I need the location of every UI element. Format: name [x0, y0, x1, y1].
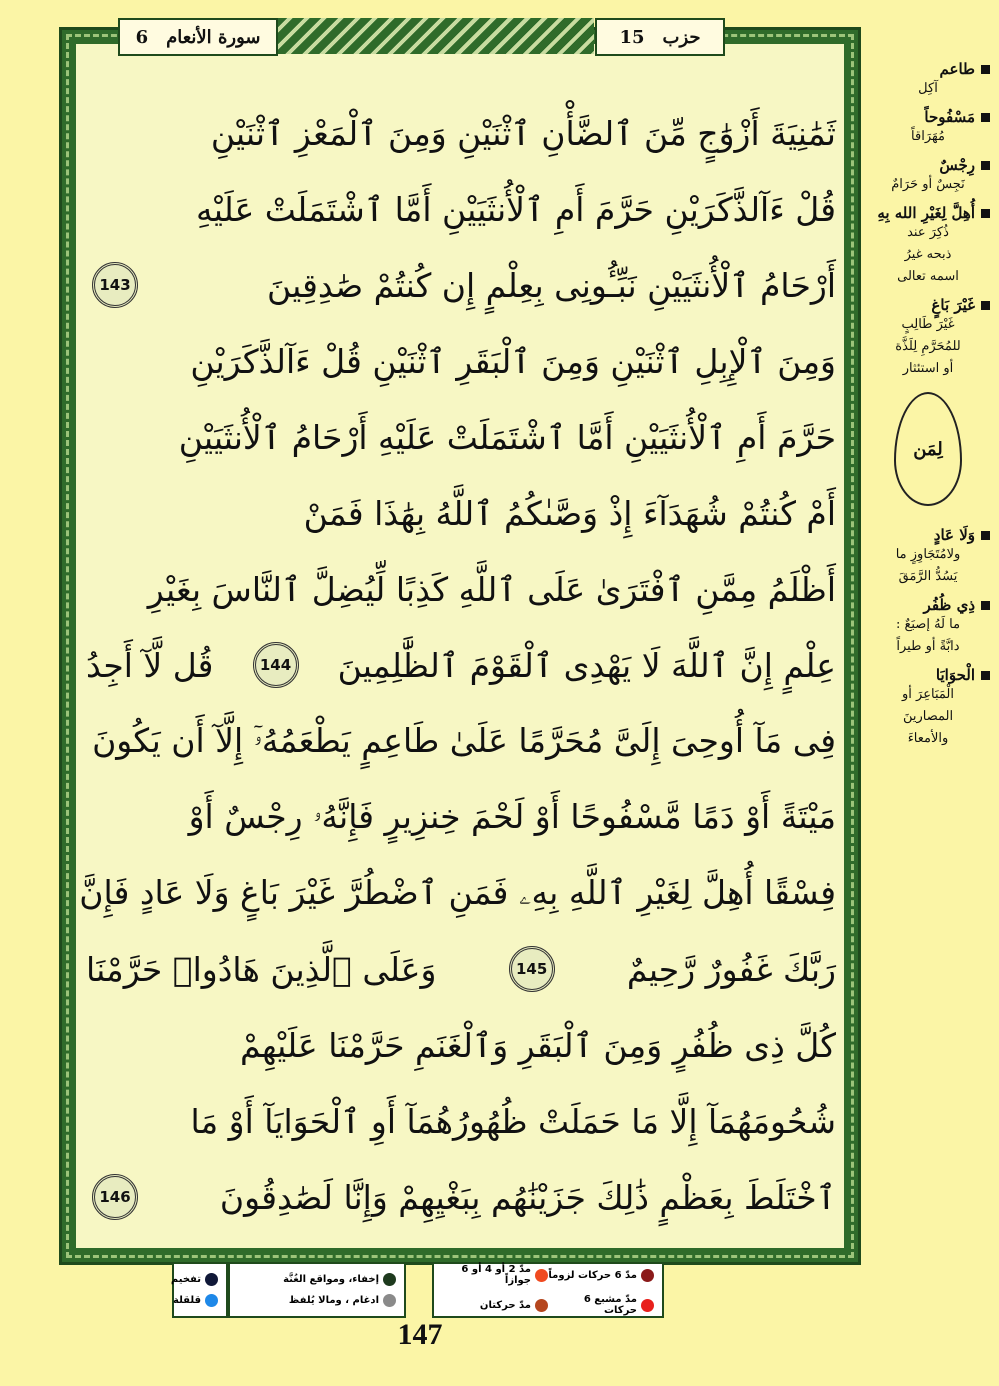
legend-madd [432, 1262, 664, 1318]
top-ornament [276, 18, 594, 54]
glossary-term [862, 60, 994, 78]
color-dot-icon [535, 1269, 548, 1282]
glossary-definition: مُهَرَاقاً [911, 129, 945, 144]
glossary-entry [862, 156, 994, 196]
legend-label: قلقلة [173, 1295, 201, 1306]
glossary-term [862, 526, 994, 544]
verse-segment: قُل لَّآ أَجِدُ [86, 645, 214, 685]
glossary-term-text: طاعم [939, 60, 975, 78]
hizb-label: حزب [662, 26, 701, 48]
legend-label: مدّ مشبع 6 حركات [583, 1294, 637, 1316]
legend-item [548, 1294, 654, 1316]
verse-line [86, 171, 836, 247]
glossary-entry [862, 666, 994, 750]
glossary-definition: المصارينَ [902, 709, 954, 724]
glossary-entry [862, 204, 994, 288]
color-dot-icon [535, 1299, 548, 1312]
glossary-term [862, 156, 994, 174]
glossary-definition: والأمعاءَ [907, 731, 949, 746]
square-bullet-icon [981, 531, 990, 540]
glossary-entry [862, 596, 994, 658]
verse-line [79, 855, 836, 931]
verse-segment: مَيْتَةً أَوْ دَمًا مَّسْفُوحًا أَوْ لَحْمَ خِنزِيرٍ فَإِنَّهُۥ رِجْسٌ أَوْ [188, 797, 836, 836]
ayah-number-marker: 146 [92, 1174, 138, 1220]
page-number: 147 [397, 1318, 443, 1351]
glossary-sidebar [862, 60, 994, 758]
glossary-definition: آكِل [918, 81, 938, 96]
legend-item [548, 1264, 654, 1286]
legend-item [442, 1264, 548, 1286]
verse-line [86, 1007, 836, 1083]
legend-item [238, 1273, 396, 1286]
verse-line [86, 551, 836, 627]
verse-line [86, 247, 836, 323]
glossary-term-text: مَسْفُوحاً [924, 108, 975, 126]
verse-segment: فِى مَآ أُوحِىَ إِلَىَّ مُحَرَّمًا عَلَىٰ طَاعِمٍ يَطْعَمُهُۥٓ إِلَّآ أَن يَكُونَ [92, 721, 836, 760]
ayah-number-marker: 143 [92, 262, 138, 308]
verse-segment: رَبَّكَ غَفُورٌ رَّحِيمٌ [626, 949, 836, 989]
glossary-definition: ذُكِرَ عند [907, 225, 949, 240]
glossary-term-text: ذِي ظُفُر [923, 596, 975, 614]
square-bullet-icon [981, 161, 990, 170]
glossary-term [862, 204, 994, 222]
hizb-header [595, 18, 725, 56]
glossary-definition: اسمه تعالى [897, 269, 959, 284]
glossary-term [862, 108, 994, 126]
verse-segment: ثَمَٰنِيَةَ أَزْوَٰجٍ مِّنَ ٱلضَّأْنِ ٱثْنَيْنِ وَمِنَ ٱلْمَعْزِ ٱثْنَيْنِ [210, 113, 836, 153]
glossary-definition: دابَّةً أو طيراً [896, 639, 960, 654]
verse-segment: قُلْ ءَآلذَّكَرَيْنِ حَرَّمَ أَمِ ٱلْأُنثَيَيْنِ أَمَّا ٱشْتَمَلَتْ عَلَيْهِ [196, 189, 836, 229]
surah-number: 6 [135, 26, 149, 48]
square-bullet-icon [981, 301, 990, 310]
legend-label: ادغام ، ومالا يُلفظ [288, 1295, 379, 1306]
square-bullet-icon [981, 671, 990, 680]
hizb-number: 15 [619, 26, 645, 48]
verse-line [86, 399, 836, 475]
glossary-definition: للمُحَرَّمِ لِلَذَّة [895, 339, 961, 354]
legend-label: إخفاء، ومواقع الغُنَّة [283, 1274, 379, 1285]
glossary-definition: الْمَبَاعِرَ أو [902, 687, 954, 702]
medallion-text: لِمَن [913, 438, 943, 460]
verse-line [86, 703, 836, 779]
verse-line [86, 1159, 836, 1235]
square-bullet-icon [981, 113, 990, 122]
verse-line [86, 779, 836, 855]
ayah-number-marker: 144 [253, 642, 299, 688]
glossary-term-text: الْحوَايَا [935, 666, 975, 684]
color-dot-icon [205, 1273, 218, 1286]
color-dot-icon [205, 1294, 218, 1307]
glossary-entry [862, 108, 994, 148]
verse-segment: ٱخْتَلَطَ بِعَظْمٍ ذَٰلِكَ جَزَيْنَٰهُم بِبَغْيِهِمْ وَإِنَّا لَصَٰدِقُونَ [219, 1177, 836, 1217]
glossary-definition: غَيْرَ طَالِبٍ [901, 317, 955, 332]
color-dot-icon [641, 1299, 654, 1312]
verse-line [86, 475, 836, 551]
glossary-definition: ولامُتَجَاوِزٍ ما [895, 547, 961, 562]
glossary-definition: ذبحه غيرُ [904, 247, 952, 262]
legend-item [171, 1273, 218, 1286]
glossary-term [862, 296, 994, 314]
legend-item [442, 1294, 548, 1316]
legend-other [172, 1262, 228, 1318]
verse-segment: وَعَلَى ٱلَّذِينَ هَادُوا۟ حَرَّمْنَا [86, 949, 437, 989]
surah-header [118, 18, 278, 56]
legend-label: تفخيم [170, 1274, 201, 1285]
verse-segment: وَمِنَ ٱلْإِبِلِ ٱثْنَيْنِ وَمِنَ ٱلْبَقَرِ ٱثْنَيْنِ قُلْ ءَآلذَّكَرَيْنِ [190, 341, 836, 381]
glossary-term-text: رِجْسٌ [939, 156, 975, 174]
square-bullet-icon [981, 209, 990, 218]
glossary-term-text: وَلَا عَادٍ [933, 526, 975, 544]
verse-line [86, 323, 836, 399]
juz-quarter-medallion [894, 392, 962, 506]
glossary-entry [862, 296, 994, 380]
glossary-term [862, 666, 994, 684]
surah-name: سورة الأنعام [166, 26, 261, 48]
verse-segment: كُلَّ ذِى ظُفُرٍ وَمِنَ ٱلْبَقَرِ وَٱلْغَنَمِ حَرَّمْنَا عَلَيْهِمْ [239, 1025, 836, 1065]
verse-segment: أَمْ كُنتُمْ شُهَدَآءَ إِذْ وَصَّىٰكُمُ ٱللَّهُ بِهَٰذَا فَمَنْ [303, 493, 836, 533]
glossary-definition: نَجِسٌ أو حَرَامٌ [891, 177, 965, 192]
glossary-term-text: غَيْرَ بَاغٍ [931, 296, 975, 314]
glossary-definition: يَسُدُّ الرَّمَقَ [898, 569, 958, 584]
verse-segment: حَرَّمَ أَمِ ٱلْأُنثَيَيْنِ أَمَّا ٱشْتَمَلَتْ عَلَيْهِ أَرْحَامُ ٱلْأُنثَيَيْنِ [178, 417, 836, 457]
verse-segment: أَظْلَمُ مِمَّنِ ٱفْتَرَىٰ عَلَى ٱللَّهِ كَذِبًا لِّيُضِلَّ ٱلنَّاسَ بِغَيْرِ [147, 569, 836, 609]
legend-item [171, 1294, 218, 1307]
glossary-entry [862, 60, 994, 100]
legend-item [238, 1294, 396, 1307]
color-dot-icon [383, 1273, 396, 1286]
verse-segment: فِسْقًا أُهِلَّ لِغَيْرِ ٱللَّهِ بِهِۦ فَمَنِ ٱضْطُرَّ غَيْرَ بَاغٍ وَلَا عَادٍ فَإِنَّ [79, 873, 836, 912]
glossary-definition: أو استئثار [902, 361, 954, 376]
verse-text [79, 95, 836, 1235]
color-dot-icon [641, 1269, 654, 1282]
verse-line [86, 1083, 836, 1159]
verse-segment: عِلْمٍ إِنَّ ٱللَّهَ لَا يَهْدِى ٱلْقَوْمَ ٱلظَّٰلِمِينَ [337, 645, 836, 685]
legend-label: مدّ 2 أو 4 أو 6 جوازاً [461, 1264, 531, 1286]
glossary-term [862, 596, 994, 614]
glossary-entry [862, 526, 994, 588]
color-dot-icon [383, 1294, 396, 1307]
verse-line [86, 95, 836, 171]
square-bullet-icon [981, 601, 990, 610]
legend-label: مدّ حركتان [479, 1299, 531, 1311]
square-bullet-icon [981, 65, 990, 74]
glossary-definition: ما لَهُ إصبَعٌ : [895, 617, 961, 632]
verse-line [86, 931, 836, 1007]
verse-segment: شُحُومَهُمَآ إِلَّا مَا حَمَلَتْ ظُهُورُهُمَآ أَوِ ٱلْحَوَايَآ أَوْ مَا [190, 1101, 836, 1141]
legend-label: مدّ 6 حركات لزوماً [548, 1269, 637, 1281]
glossary-term-text: أُهِلَّ لِغَيْرِ الله بِهِ [877, 204, 975, 222]
verse-segment: أَرْحَامُ ٱلْأُنثَيَيْنِ نَبِّـُٔونِى بِعِلْمٍ إِن كُنتُمْ صَٰدِقِينَ [267, 265, 836, 305]
ayah-number-marker: 145 [509, 946, 555, 992]
verse-line [86, 627, 836, 703]
legend-ghunna [228, 1262, 406, 1318]
